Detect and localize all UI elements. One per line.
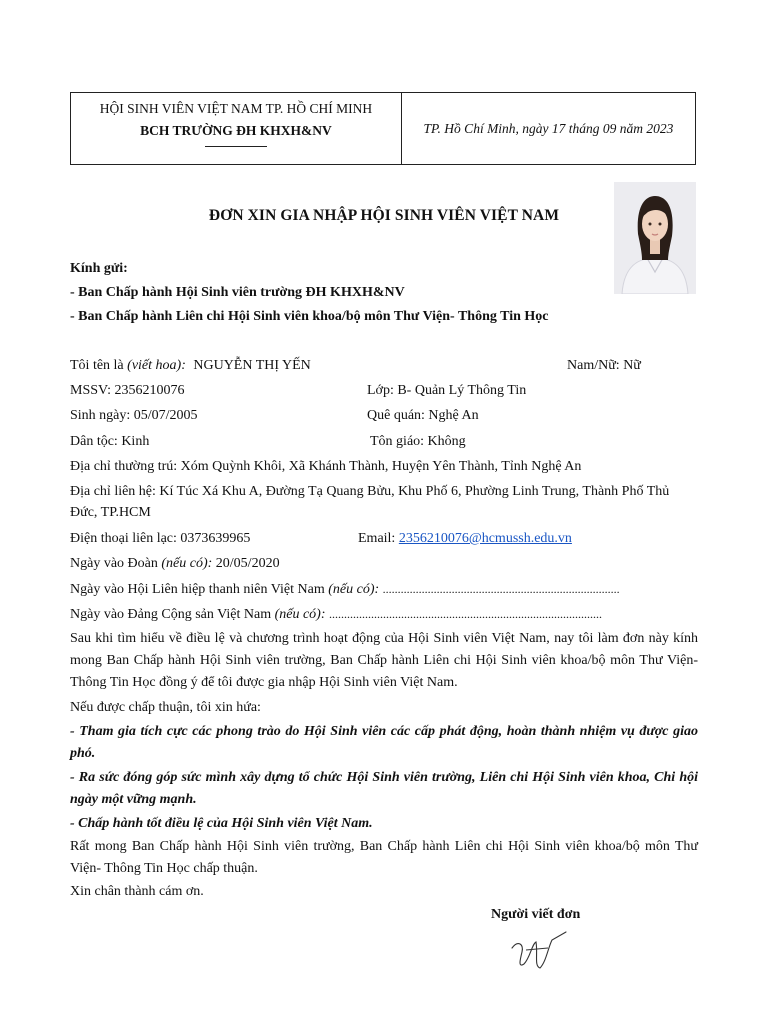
contact-address-field: Địa chỉ liên hệ: Kí Túc Xá Khu A, Đường Tạ Quang Bửu, Khu Phố 6, Phường Linh Trung, Thành Phố Thủ Đức, TP.HCM bbox=[70, 484, 670, 520]
thanks-line: Xin chân thành cám ơn. bbox=[70, 884, 204, 899]
recipient-item: - Ban Chấp hành Liên chi Hội Sinh viên khoa/bộ môn Thư Viện- Thông Tin Học bbox=[70, 309, 549, 324]
lhtn-dots: ............................................................................... bbox=[382, 582, 620, 596]
religion-field: Tôn giáo: Không bbox=[370, 434, 466, 449]
lhtn-hint: (nếu có): bbox=[328, 582, 380, 597]
dang-hint: (nếu có): bbox=[274, 607, 326, 622]
recipient-item: - Ban Chấp hành Hội Sinh viên trường ĐH KHXH&NV bbox=[70, 285, 405, 300]
promise-item-2: - Ra sức đóng góp sức mình xây dựng tổ chức Hội Sinh viên trường, Liên chi Hội Sinh viên khoa, Chi hội ngày một vững mạnh. bbox=[70, 770, 698, 807]
dang-dots: ........................................................................................... bbox=[329, 607, 603, 621]
org-underline bbox=[205, 146, 267, 147]
hometown-field: Quê quán: Nghệ An bbox=[367, 408, 479, 423]
promise-item-1: - Tham gia tích cực các phong trào do Hội Sinh viên các cấp phát động, hoàn thành nhiệm vụ được giao phó. bbox=[70, 724, 698, 761]
header-organization bbox=[71, 93, 402, 164]
email-row bbox=[358, 529, 572, 549]
dob-field: Sinh ngày: 05/07/2005 bbox=[70, 408, 198, 423]
name-label: Tôi tên là bbox=[70, 358, 124, 373]
handwritten-signature bbox=[508, 928, 568, 974]
closing-paragraph: Rất mong Ban Chấp hành Hội Sinh viên trường, Ban Chấp hành Liên chi Hội Sinh viên khoa/bộ môn Thư Viện- Thông Tin Học chấp thuận. bbox=[70, 839, 698, 876]
class-field: Lớp: B- Quản Lý Thông Tin bbox=[367, 383, 527, 398]
dang-label: Ngày vào Đảng Cộng sản Việt Nam bbox=[70, 607, 272, 622]
document-title: ĐƠN XIN GIA NHẬP HỘI SINH VIÊN VIỆT NAM bbox=[208, 207, 560, 224]
permanent-address-field: Địa chỉ thường trú: Xóm Quỳnh Khôi, Xã Khánh Thành, Huyện Yên Thành, Tỉnh Nghệ An bbox=[70, 459, 582, 474]
doan-date-row bbox=[70, 554, 280, 574]
lhtn-date-row bbox=[70, 579, 620, 600]
portrait-photo bbox=[614, 182, 696, 294]
email-link[interactable]: 2356210076@hcmussh.edu.vn bbox=[398, 531, 572, 546]
signer-label: Người viết đơn bbox=[491, 907, 581, 922]
gender-field: Nam/Nữ: Nữ bbox=[567, 358, 641, 373]
promise-intro: Nếu được chấp thuận, tôi xin hứa: bbox=[70, 700, 261, 715]
name-value: NGUYỄN THỊ YẾN bbox=[193, 358, 311, 373]
name-hint: (viết hoa): bbox=[127, 358, 186, 373]
doan-label: Ngày vào Đoàn bbox=[70, 556, 158, 571]
email-label: Email: bbox=[358, 531, 399, 546]
promise-item-3: - Chấp hành tốt điều lệ của Hội Sinh viên Việt Nam. bbox=[70, 816, 373, 831]
student-id-field: MSSV: 2356210076 bbox=[70, 383, 185, 398]
org-line-1: HỘI SINH VIÊN VIỆT NAM TP. HỒ CHÍ MINH bbox=[99, 101, 373, 116]
org-line-2: BCH TRƯỜNG ĐH KHXH&NV bbox=[140, 123, 332, 138]
name-row bbox=[70, 356, 311, 376]
intro-paragraph: Sau khi tìm hiểu về điều lệ và chương trình hoạt động của Hội Sinh viên Việt Nam, nay tôi làm đơn này kính mong Ban Chấp hành Hội Sinh viên trường, Ban Chấp hành Liên chi Hội Sinh viên khoa/bộ môn Thư Viện- Thông Tin Học đồng ý để tôi được gia nhập Hội Sinh viên Việt Nam. bbox=[70, 631, 698, 690]
lhtn-label: Ngày vào Hội Liên hiệp thanh niên Việt Nam bbox=[70, 582, 325, 597]
phone-field: Điện thoại liên lạc: 0373639965 bbox=[70, 531, 251, 546]
header-table bbox=[70, 92, 696, 165]
header-place-date: TP. Hồ Chí Minh, ngày 17 tháng 09 năm 2023 bbox=[423, 120, 674, 136]
doan-value: 20/05/2020 bbox=[215, 556, 280, 571]
ethnicity-field: Dân tộc: Kinh bbox=[70, 434, 150, 449]
dang-date-row bbox=[70, 604, 602, 625]
doan-hint: (nếu có): bbox=[161, 556, 213, 571]
recipients-label: Kính gửi: bbox=[70, 261, 128, 276]
